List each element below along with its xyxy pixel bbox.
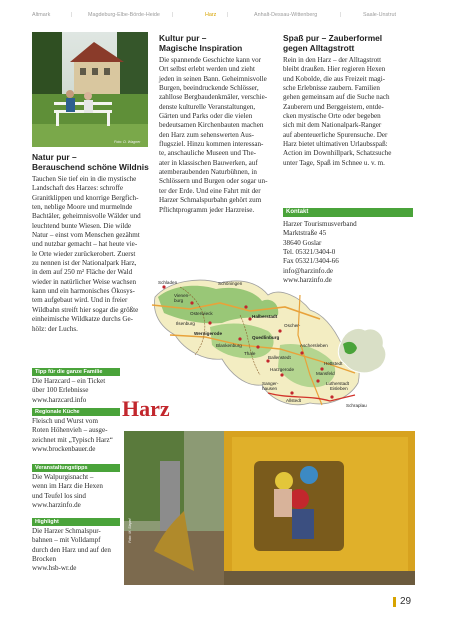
heading-line: Berauschend schöne Wildnis xyxy=(32,162,149,172)
tip-title: Veranstaltungstipps xyxy=(32,464,120,472)
text-line: zu nennen ist der Nationalpark Harz, xyxy=(32,259,137,268)
region-title: Harz xyxy=(122,396,170,421)
text-line: Harz bietet ultimativen Urlaubsspaß: xyxy=(283,140,388,149)
nav-item-harz[interactable]: Harz xyxy=(205,12,217,18)
text-line: und Kobolde, die aus Freizeit magi- xyxy=(283,74,386,83)
text-line: Granitklippen und knorrige Bergfich- xyxy=(32,193,139,202)
map-label: Schraplau xyxy=(346,403,367,408)
tip-events xyxy=(32,464,120,510)
text-line: einheimische Wildkatze durchs Ge- xyxy=(32,315,134,324)
text-line: Ort selbst erlebt werden und zieht xyxy=(159,65,255,74)
tip-line: bahnen – mit Volldampf xyxy=(32,536,101,545)
tip-link[interactable]: www.harzcard.info xyxy=(32,395,87,404)
text-line: bleibt draußen. Hier regieren Hexen xyxy=(283,65,386,74)
tip-line: zeichnet mit „Typisch Harz“ xyxy=(32,435,113,444)
map-label: Halberstadt xyxy=(252,314,278,319)
text-line: Landschaft des Harzes: schroffe xyxy=(32,184,124,193)
text-line: ter der Erde. Und eine Fahrt mit der xyxy=(159,186,261,195)
text-line: Die spannende Geschichte kann vor xyxy=(159,56,262,64)
tip-line: Die Walpurgisnacht – xyxy=(32,473,94,481)
photo-bench-garden xyxy=(32,32,148,147)
heading-line: Natur pur – xyxy=(32,152,77,162)
map-label: Aschersleben xyxy=(300,343,328,348)
heading-kultur xyxy=(159,33,277,53)
text-line: te, anschauliche Museen und The- xyxy=(159,149,256,158)
text-line: hölz: der Luchs. xyxy=(32,324,78,333)
text-line: Burgen, beeindruckende Schlösser, xyxy=(159,84,259,93)
text-line: ater in klassischen Bauwerken, auf xyxy=(159,158,258,167)
text-line: gehen gemeinsam auf die Suche nach xyxy=(283,93,390,102)
map-label: Ballenstedt xyxy=(268,355,291,360)
map-label: Lutherstadt xyxy=(326,381,349,386)
tip-line: Brocken xyxy=(32,554,57,563)
map-label: Quedlinburg xyxy=(252,335,280,340)
tip-line: Fleisch und Wurst vom xyxy=(32,417,98,425)
nav-item-anhalt[interactable]: Anhalt-Dessau-Wittenberg xyxy=(254,12,318,18)
text-spass xyxy=(283,56,413,168)
text-line: denste kulturelle Veranstaltungen, xyxy=(159,102,256,111)
text-line: atemberaubenden Naturbühnen, in xyxy=(159,168,257,177)
contact-line: Harzer Tourismusverband xyxy=(283,220,357,228)
text-line: Bachtäler, geheimnisvolle Wälder und xyxy=(32,212,141,221)
text-line: bedeutsamen Kirchenbauten machen xyxy=(159,121,264,130)
heading-spass xyxy=(283,33,413,53)
heading-line: Spaß pur – Zauberformel xyxy=(283,33,383,43)
text-line: Action im Downhillpark, Schatzsuche xyxy=(283,149,392,158)
nav-item-magdeburg[interactable]: Magdeburg-Elbe-Börde-Heide xyxy=(88,12,160,18)
map-label: Allstedt xyxy=(286,398,302,403)
tip-highlight xyxy=(32,518,120,573)
nav-item-saale-unstrut[interactable]: Saale-Unstrut xyxy=(363,12,396,18)
tip-line: durch den Harz und auf den xyxy=(32,545,111,554)
contact-title: Kontakt xyxy=(283,208,413,217)
tip-title: Regionale Küche xyxy=(32,408,120,416)
map-label: Oscher- xyxy=(284,323,301,328)
tip-link[interactable]: www.hsb-wr.de xyxy=(32,564,77,573)
map-label: Osterwieck xyxy=(190,311,213,316)
tip-title: Highlight xyxy=(32,518,120,526)
text-line: jeden in seinen Bann. Geheimnisvolle xyxy=(159,74,267,83)
text-line: in dem auf 250 m² Fläche der Wald xyxy=(32,268,133,277)
text-line: Rein in den Harz – der Alltagstrott xyxy=(283,56,382,64)
text-line: den Harz zum sehenswerten Aus- xyxy=(159,130,254,139)
map-label: Ilsenburg xyxy=(176,321,195,326)
text-line: Natur – einst vom Menschen gezähmt xyxy=(32,231,140,240)
text-line: cken mystische Orte oder begeben xyxy=(283,112,381,121)
text-line: Pflichtprogramm jeder Harzreise. xyxy=(159,205,255,214)
text-line: auf abenteuerliche Spurensuche. Der xyxy=(283,130,388,139)
tip-link[interactable]: www.brockenbauer.de xyxy=(32,444,96,453)
contact-line: Marktstraße 45 xyxy=(283,229,327,238)
text-line: Harzer Schmalspurbahn gehört zum xyxy=(159,196,262,205)
map-label: burg xyxy=(174,298,184,303)
text-line: flugsziel. Hinzu kommen interessan- xyxy=(159,140,264,149)
map-label: Mansfeld xyxy=(316,371,335,376)
text-line: wieder in natürlicher Weise wachsen xyxy=(32,277,137,286)
text-line: sche Erlebnisse zaubern. Familien xyxy=(283,84,380,93)
map-label: Thale xyxy=(244,351,256,356)
map-label: Eisleben xyxy=(330,386,348,391)
photo-mine-train xyxy=(124,431,415,585)
contact-line: 38640 Goslar xyxy=(283,238,322,247)
tip-title: Tipp für die ganze Familie xyxy=(32,368,120,376)
heading-line: gegen Alltagstrott xyxy=(283,43,355,53)
map-label: hausen xyxy=(262,386,278,391)
tip-line: wenn im Harz die Hexen xyxy=(32,482,103,491)
contact-line: Fax 05321/3404-66 xyxy=(283,257,339,266)
text-line: und nutzbar gemacht – hat heute vie- xyxy=(32,240,138,249)
text-natur xyxy=(32,175,152,334)
tip-line: Die Harzer Schmalspur- xyxy=(32,527,101,535)
nav-separator: | xyxy=(227,12,229,18)
map-label: Hettstedt xyxy=(324,361,343,366)
heading-line: Kultur pur – xyxy=(159,33,207,43)
tip-cuisine xyxy=(32,408,120,454)
contact-box xyxy=(283,208,413,285)
page-number-mark xyxy=(393,597,396,607)
contact-line[interactable]: Tel. 05321/3404-0 xyxy=(283,248,336,257)
locator-map xyxy=(335,322,391,376)
text-line: Tauchen Sie tief ein in die mystische xyxy=(32,175,137,183)
text-line: ten, neblige Moore und murmelnde xyxy=(32,203,133,212)
text-line: zahllose Bergbaudenkmäler, verschie- xyxy=(159,93,268,102)
tip-line: Die Harzcard – ein Ticket xyxy=(32,377,106,385)
map-label: Sanger- xyxy=(262,381,279,386)
text-line: Wildbahn streift hier sogar die größte xyxy=(32,305,139,314)
text-line: leuchtend bunte Wiesen. Die wilde xyxy=(32,221,132,230)
text-line: le Orte wieder zurückerobert. Zuerst xyxy=(32,249,136,258)
map-label: Blankenburg xyxy=(216,343,242,348)
map-label: Schöningen xyxy=(218,281,243,286)
heading-line: Magische Inspiration xyxy=(159,43,243,53)
map-label: Vienen- xyxy=(174,293,190,298)
nav-separator: | xyxy=(71,12,73,18)
map-label: Wernigerode xyxy=(194,331,222,336)
contact-email[interactable]: info@harzinfo.de xyxy=(283,266,334,275)
map-label: Schladen xyxy=(158,280,178,285)
tip-line: und Teufel los sind xyxy=(32,491,86,500)
photo-credit: Foto: M. Stapel xyxy=(128,518,132,543)
text-line: sich mit dem Nationalpark-Ranger xyxy=(283,121,382,130)
nav-item-altmark[interactable]: Altmark xyxy=(32,12,51,18)
tip-link[interactable]: www.harzinfo.de xyxy=(32,500,81,509)
page-number: 29 xyxy=(400,596,412,607)
text-line: tem aufgebaut wird. Und in freier xyxy=(32,296,128,305)
text-line: unter Tage, Spaß im Schnee u. v. m. xyxy=(283,158,385,167)
nav-separator: | xyxy=(340,12,342,18)
text-kultur xyxy=(159,56,277,215)
text-line: kann und ein harmonisches Ökosys- xyxy=(32,287,135,296)
region-nav xyxy=(32,12,432,22)
tip-line: Roten Höhenvieh – ausge- xyxy=(32,426,108,435)
text-line: Gärten und Parks oder die vielen xyxy=(159,112,253,121)
heading-natur xyxy=(32,152,152,172)
map-label: Harzgerode xyxy=(270,367,295,372)
tip-line: über 100 Erlebnisse xyxy=(32,386,89,395)
photo-credit: Foto: D. Wagner xyxy=(114,140,141,144)
nav-separator: | xyxy=(172,12,174,18)
text-line: Zauberern und Berggeistern, entde- xyxy=(283,102,384,111)
contact-website[interactable]: www.harzinfo.de xyxy=(283,276,332,285)
text-line: Schlössern und Burgen oder sogar un- xyxy=(159,177,268,186)
tip-family xyxy=(32,368,120,405)
